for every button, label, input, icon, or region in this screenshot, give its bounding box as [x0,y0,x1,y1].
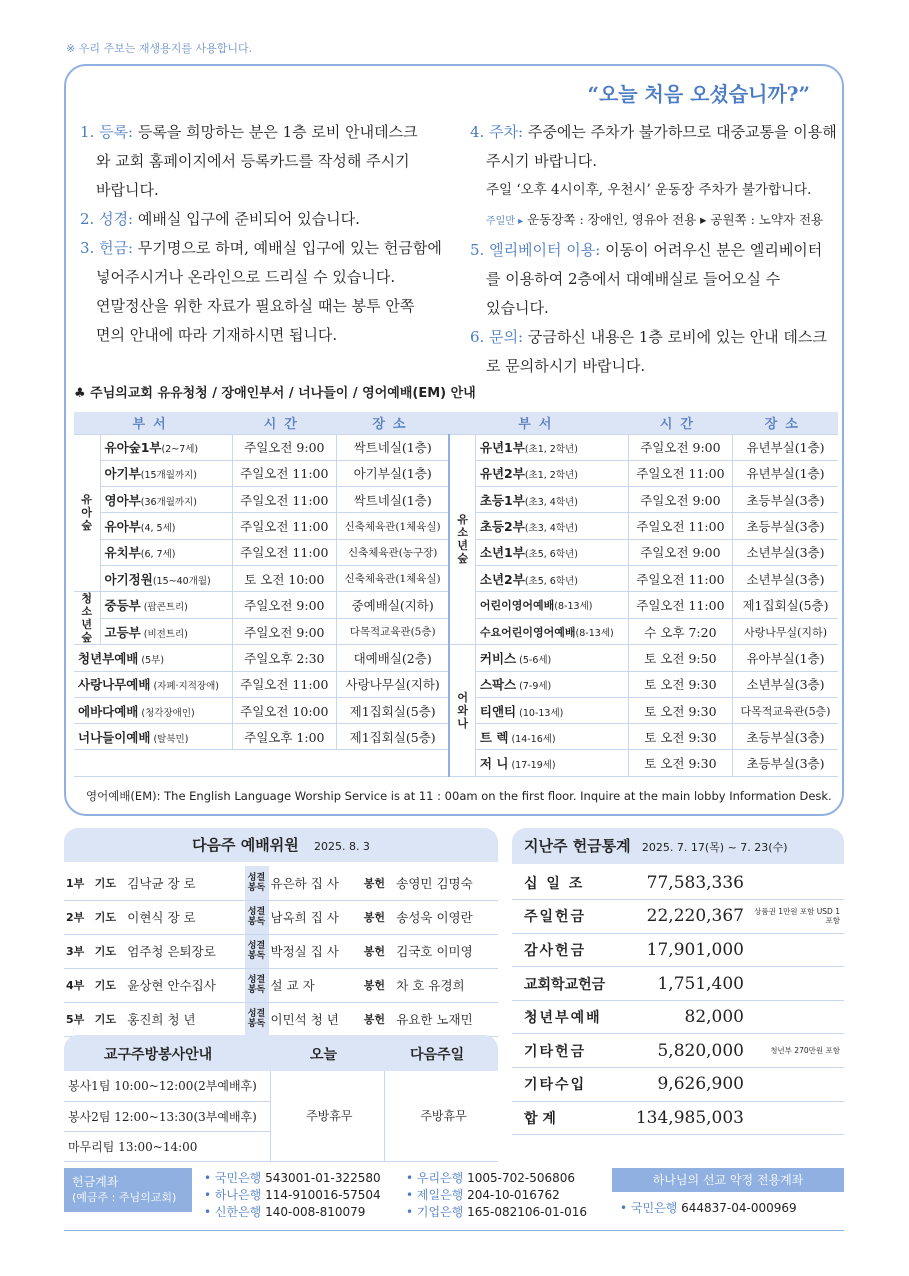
dept-time: 주일오전 11:00 [232,539,336,565]
bank-name: • 기업은행 [406,1205,464,1219]
mission-account-header: 하나님의 선교 약정 전용계좌 [612,1168,844,1192]
offering-amount: 17,901,000 [622,933,752,967]
dept-place: 초등부실(3층) [733,487,839,513]
item-text: 무기명으로 하며, 예배실 입구에 있는 헌금함에 [137,239,442,257]
account-label-title: 헌금계좌 [72,1175,119,1189]
offering-note [752,866,844,900]
account-number: 165-082106-01-016 [467,1205,587,1219]
item-text: 면의 안내에 따라 기재하시면 됩니다. [96,326,338,344]
offering-note [752,933,844,967]
offering-label: 봉헌 [362,968,395,1002]
dept-name: 트 렉 (14-16세) [475,724,628,750]
kitchen-title: 교구주방봉사안내 [104,1047,213,1063]
item-text: 와 교회 홈페이지에서 등록카드를 작성해 주시기 [96,152,410,170]
item-text: 등록을 희망하는 분은 1층 로비 안내데스크 [137,123,418,141]
reading-person: 유은하 집 사 [269,866,362,900]
offering-amount: 134,985,003 [622,1101,752,1135]
committee-row [64,968,498,1002]
dept-name: 초등1부(초3, 4학년) [475,487,628,513]
group-label: 유 아 숲 [74,434,100,592]
dept-name: 저 니 (17-19세) [475,750,628,776]
bank-name: • 신한은행 [204,1205,262,1219]
prayer-person: 김낙균 장 로 [125,866,244,900]
col-header-dept: 부서 [74,412,232,434]
offering-category: 기타수입 [512,1068,622,1102]
dept-place: 유년부실(1층) [733,434,839,460]
dept-place: 싹트네실(1층) [336,434,449,460]
offering-date-range: 2025. 7. 17(목) ~ 7. 23(수) [641,841,788,854]
offering-row [512,967,844,1001]
item-text: 로 문의하시기 바랍니다. [486,357,646,375]
dept-name: 에바다예배 (청각장애인) [74,697,232,723]
bottom-divider [64,1230,844,1231]
dept-name: 스팍스 (7-9세) [475,671,628,697]
dept-place: 유아부실(1층) [733,645,839,671]
prayer-label: 기도 [93,968,126,1002]
item-text: 이동이 어려우신 분은 엘리베이터 [605,241,823,259]
prayer-label: 기도 [93,934,126,968]
dept-name: 너나들이예배 (탈북민) [74,724,232,750]
recycled-paper-note: ※ 우리 주보는 재생용지를 사용합니다. [66,42,253,55]
item-text: 연말정산을 위한 자료가 필요하실 때는 봉투 안쪽 [96,297,415,315]
account-number: 140-008-810079 [265,1205,366,1219]
sunday-only-label: 주일만 ▸ [486,216,524,227]
dept-time: 주일오후 1:00 [232,724,336,750]
dept-time: 주일오전 9:00 [232,434,336,460]
offering-stats-header [512,828,844,864]
dept-place: 제1집회실(5층) [733,592,839,619]
dept-time: 주일오전 11:00 [628,513,732,539]
dept-place: 사랑나무실(지하) [733,618,839,645]
welcome-right-column [470,118,838,381]
committee-row [64,866,498,900]
item-number: 3. 헌금: [80,239,134,257]
offering-row [512,1101,844,1135]
dept-time: 주일오전 11:00 [628,592,732,619]
reading-person: 설 교 자 [269,968,362,1002]
kitchen-team: 봉사1팀 10:00~12:00(2부예배후) [64,1071,270,1101]
offering-note [752,967,844,1001]
offering-row [512,1000,844,1034]
offering-note: 상품권 1만원 포함 USD 1 포함 [752,900,844,934]
offering-label: 봉헌 [362,1002,395,1036]
kitchen-service-header [64,1035,498,1071]
worship-committee-table [64,866,498,1037]
dept-name: 티앤티 (10-13세) [475,697,628,723]
dept-name: 유아부(4, 5세) [100,513,232,539]
kitchen-next-value: 주방휴무 [385,1071,498,1161]
service-label: 3부 [64,934,93,968]
prayer-person: 윤상현 안수집사 [125,968,244,1002]
item-text: 주일 ‘오후 4시이후, 우천시’ 운동장 주차가 불가합니다. [486,182,812,198]
dept-name: 유아숲1부(2~7세) [100,434,232,460]
prayer-person: 홍진희 청 년 [125,1002,244,1036]
dept-place: 싹트네실(1층) [336,487,449,513]
offering-persons: 김국호 이미영 [394,934,498,968]
account-list-2 [406,1170,587,1221]
welcome-section [64,64,844,816]
dept-place: 제1집회실(5층) [336,697,449,723]
dept-name: 영아부(36개월까지) [100,487,232,513]
dept-name: 초등2부(초3, 4학년) [475,513,628,539]
item-number: 6. 문의: [470,328,524,346]
dept-time: 주일오전 9:00 [628,487,732,513]
dept-place: 초등부실(3층) [733,724,839,750]
item-text: 를 이용하여 2층에서 대예배실로 들어오실 수 [486,270,781,288]
dept-time: 주일오전 11:00 [628,565,732,591]
item-number: 2. 성경: [80,210,134,228]
dept-time: 수 오후 7:20 [628,618,732,645]
dept-name: 아기부(15개월까지) [100,460,232,486]
dept-place: 초등부실(3층) [733,750,839,776]
dept-place: 신축체육관(1체육실) [336,513,449,539]
reading-tag: 성결봉독 [245,1002,269,1036]
welcome-left-column [80,118,450,350]
dept-place: 다목적교육관(5층) [733,697,839,723]
item-text: 주시기 바랍니다. [486,152,597,170]
offering-row [512,1034,844,1068]
dept-name: 수요어린이영어예배(8-13세) [475,618,628,645]
offering-persons: 차 호 유경희 [394,968,498,1002]
dept-time: 토 오전 9:30 [628,697,732,723]
department-schedule-table [74,412,838,777]
schedule-row [74,645,838,671]
offering-note [752,1068,844,1102]
offering-amount: 9,626,900 [622,1068,752,1102]
committee-row [64,900,498,934]
english-worship-note: 영어예배(EM): The English Language Worship Service is at 11 : 00am on the first floor. Inquire at the main lobby Information Desk. [86,789,832,803]
group-label: 어 와 나 [449,645,475,776]
col-header-place: 장소 [733,412,839,434]
dept-time: 주일오전 11:00 [232,513,336,539]
dept-time: 토 오전 9:30 [628,671,732,697]
bank-name: • 하나은행 [204,1188,262,1202]
col-header-place: 장소 [336,412,449,434]
item-text: 있습니다. [486,299,549,317]
offering-row [512,1068,844,1102]
dept-place: 신축체육관(농구장) [336,539,449,565]
service-label: 1부 [64,866,93,900]
prayer-label: 기도 [93,866,126,900]
dept-time: 토 오전 9:30 [628,750,732,776]
dept-name: 유년1부(초1, 2학년) [475,434,628,460]
dept-time: 주일오전 11:00 [232,487,336,513]
account-holder: (예금주 : 주님의교회) [72,1191,177,1204]
kitchen-today-value: 주방휴무 [270,1071,385,1161]
bank-name: • 제일은행 [406,1188,464,1202]
offering-amount: 77,583,336 [622,866,752,900]
dept-place: 사랑나무실(지하) [336,671,449,697]
offering-amount: 22,220,367 [622,900,752,934]
offering-row [512,933,844,967]
offering-persons: 유요한 노재민 [394,1002,498,1036]
kitchen-team: 마무리팀 13:00~14:00 [64,1131,270,1161]
offering-label: 봉헌 [362,900,395,934]
account-number: 1005-702-506806 [467,1171,576,1185]
kitchen-next-label: 다음주일 [410,1047,465,1063]
bank-name: • 국민은행 [204,1171,262,1185]
dept-time: 주일오후 2:30 [232,645,336,671]
prayer-label: 기도 [93,900,126,934]
offering-label: 봉헌 [362,866,395,900]
offering-note: 청년부 270만원 포함 [752,1034,844,1068]
offering-account-label [64,1168,192,1212]
dept-time: 주일오전 11:00 [232,460,336,486]
group-label: 유 소 년 숲 [449,434,475,645]
dept-place: 아기부실(1층) [336,460,449,486]
offering-category: 합 계 [512,1101,622,1135]
kitchen-team: 봉사2팀 12:00~13:30(3부예배후) [64,1101,270,1131]
item-number: 1. 등록: [80,123,134,141]
offering-category: 기타헌금 [512,1034,622,1068]
item-number: 4. 주차: [470,123,524,141]
dept-time: 주일오전 9:00 [232,592,336,619]
offering-amount: 5,820,000 [622,1034,752,1068]
account-number: 204-10-016762 [467,1188,560,1202]
dept-name: 사랑나무예배 (자폐·지적장애) [74,671,232,697]
account-number: 543001-01-322580 [265,1171,381,1185]
empty-cell [74,750,449,776]
offering-note [752,1101,844,1135]
col-header-time: 시간 [628,412,732,434]
dept-name: 소년1부(초5, 6학년) [475,539,628,565]
offering-persons: 송성욱 이영란 [394,900,498,934]
dept-time: 주일오전 10:00 [232,697,336,723]
dept-place: 대예배실(2층) [336,645,449,671]
committee-row [64,934,498,968]
prayer-person: 이현식 장 로 [125,900,244,934]
item-text: 주중에는 주차가 불가하므로 대중교통을 이용해 [527,123,837,141]
offering-category: 청년부예배 [512,1000,622,1034]
account-number: 114-910016-57504 [265,1188,381,1202]
dept-time: 주일오전 11:00 [628,460,732,486]
dept-time: 주일오전 9:00 [232,618,336,645]
offering-category: 십 일 조 [512,866,622,900]
dept-name: 아기정원(15~40개월) [100,565,232,591]
reading-person: 남옥희 집 사 [269,900,362,934]
dept-time: 토 오전 9:30 [628,724,732,750]
kitchen-service-table [64,1071,498,1162]
dept-place: 소년부실(3층) [733,539,839,565]
dept-place: 신축체육관(1체육실) [336,565,449,591]
schedule-row [74,434,838,460]
dept-name: 고등부 (비전트리) [100,618,232,645]
committee-row [64,1002,498,1036]
offering-title: 지난주 헌금통계 [524,837,631,855]
item-number: 5. 엘리베이터 이용: [470,241,601,259]
dept-name: 커비스 (5-6세) [475,645,628,671]
item-text: 예배실 입구에 준비되어 있습니다. [137,210,360,228]
offering-row [512,866,844,900]
offering-category: 감사헌금 [512,933,622,967]
account-list-1 [204,1170,381,1221]
item-text: 궁금하신 내용은 1층 로비에 있는 안내 데스크 [527,328,827,346]
offering-amount: 82,000 [622,1000,752,1034]
offering-label: 봉헌 [362,934,395,968]
prayer-person: 엄주청 은퇴장로 [125,934,244,968]
dept-name: 어린이영어예배(8-13세) [475,592,628,619]
dept-place: 초등부실(3층) [733,513,839,539]
bank-name: • 우리은행 [406,1171,464,1185]
dept-time: 토 오전 9:50 [628,645,732,671]
offering-stats-table [512,866,844,1135]
item-text: 바랍니다. [96,181,159,199]
dept-place: 소년부실(3층) [733,565,839,591]
reading-tag: 성결봉독 [245,900,269,934]
offering-note [752,1000,844,1034]
dept-name: 청년부예배 (5부) [74,645,232,671]
col-header-time: 시간 [232,412,336,434]
worship-committee-title: 다음주 예배위원 [192,836,299,854]
dept-place: 유년부실(1층) [733,460,839,486]
dept-place: 중예배실(지하) [336,592,449,619]
schedule-section-title: ♣ 주님의교회 유유청청 / 장애인부서 / 너나들이 / 영어예배(EM) 안내 [74,386,476,401]
group-label: 청 소 년 숲 [74,592,100,645]
service-label: 5부 [64,1002,93,1036]
reading-tag: 성결봉독 [245,968,269,1002]
item-text: 넣어주시거나 온라인으로 드리실 수 있습니다. [96,268,396,286]
dept-place: 제1집회실(5층) [336,724,449,750]
dept-time: 주일오전 9:00 [628,434,732,460]
service-label: 2부 [64,900,93,934]
worship-committee-date: 2025. 8. 3 [313,840,370,853]
offering-category: 주일헌금 [512,900,622,934]
offering-persons: 송영민 김명숙 [394,866,498,900]
dept-time: 주일오전 9:00 [628,539,732,565]
dept-name: 중등부 (팝콘트리) [100,592,232,619]
reading-tag: 성결봉독 [245,934,269,968]
mission-account [620,1200,797,1217]
item-text: 운동장쪽 : 장애인, 영유아 전용 ▸ 공원쪽 : 노약자 전용 [527,212,824,227]
offering-amount: 1,751,400 [622,967,752,1001]
reading-person: 박정실 집 사 [269,934,362,968]
dept-name: 유년2부(초1, 2학년) [475,460,628,486]
offering-category: 교회학교헌금 [512,967,622,1001]
account-number: 644837-04-000969 [681,1201,797,1215]
service-label: 4부 [64,968,93,1002]
bank-name: • 국민은행 [620,1201,678,1215]
reading-person: 이민석 청 년 [269,1002,362,1036]
dept-place: 소년부실(3층) [733,671,839,697]
welcome-title: “오늘 처음 오셨습니까?” [587,82,810,106]
dept-place: 다목적교육관(5층) [336,618,449,645]
worship-committee-header [64,828,498,862]
offering-row [512,900,844,934]
dept-time: 주일오전 11:00 [232,671,336,697]
prayer-label: 기도 [93,1002,126,1036]
dept-name: 유치부(6, 7세) [100,539,232,565]
col-header-dept: 부서 [449,412,628,434]
dept-time: 토 오전 10:00 [232,565,336,591]
reading-tag: 성결봉독 [245,866,269,900]
dept-name: 소년2부(초5, 6학년) [475,565,628,591]
kitchen-today-label: 오늘 [310,1047,338,1063]
